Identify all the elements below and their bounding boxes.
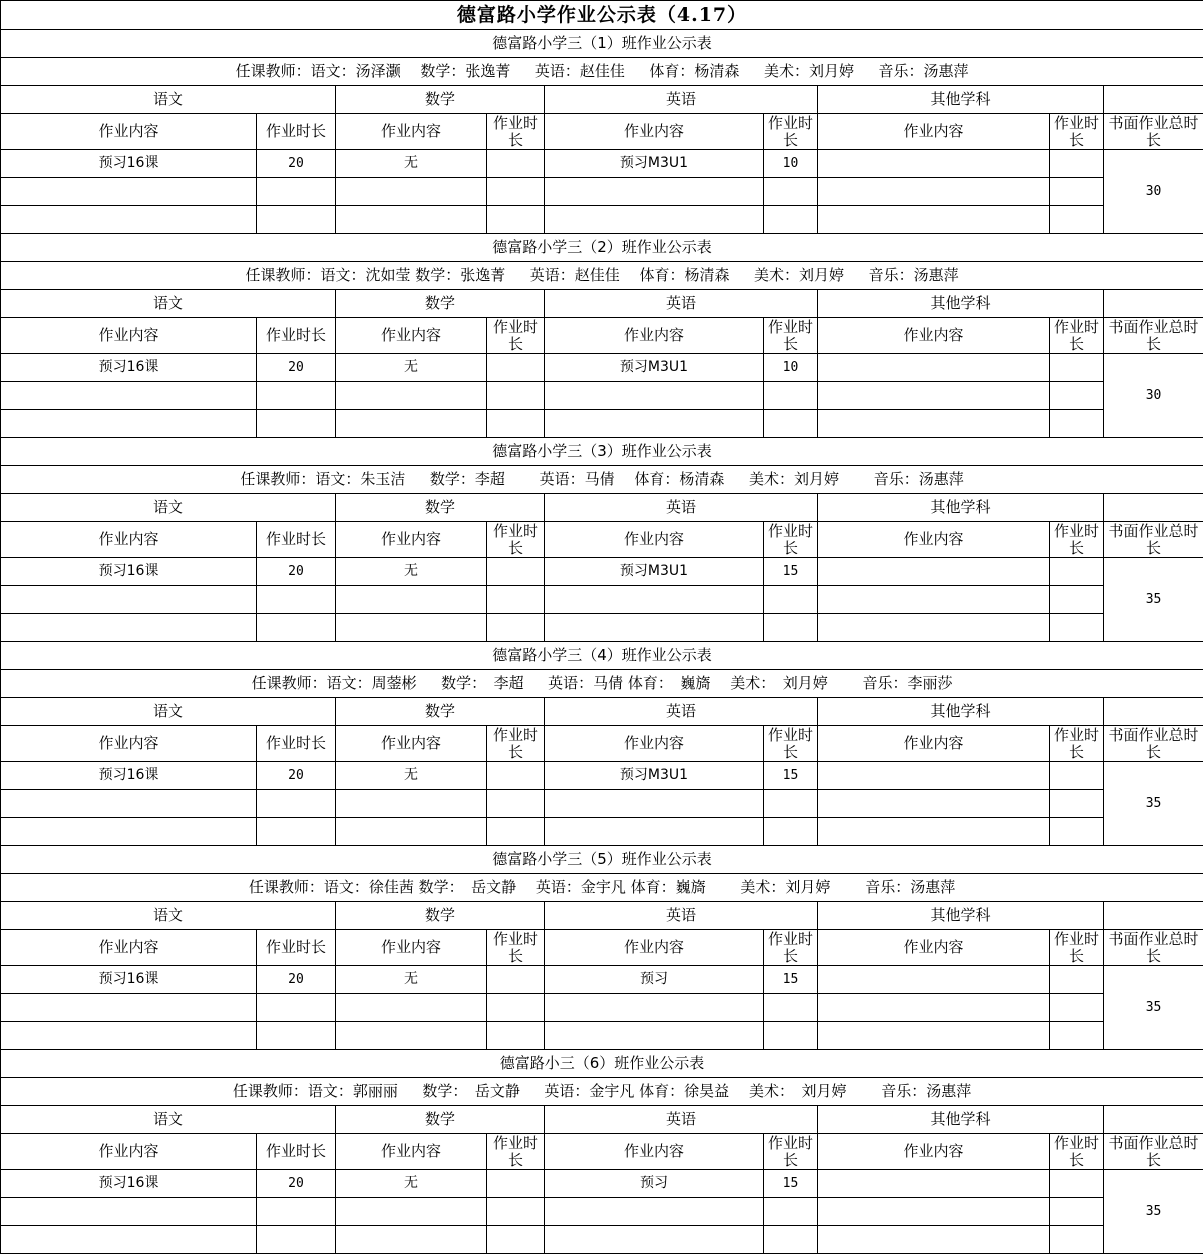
chinese-duration-cell: 20 (257, 354, 336, 382)
chinese-duration-header: 作业时长 (257, 318, 336, 354)
english-duration-cell (764, 1226, 818, 1254)
math-duration-header: 作业时长 (487, 522, 545, 558)
other-content-header: 作业内容 (818, 930, 1050, 966)
math-content-cell: 无 (336, 558, 487, 586)
english-duration-cell (764, 382, 818, 410)
total-duration-header: 书面作业总时长 (1104, 318, 1203, 354)
total-duration-cell: 30 (1104, 354, 1203, 438)
subject-english-header: 英语 (545, 698, 818, 726)
english-content-cell (545, 410, 764, 438)
other-content-header: 作业内容 (818, 1134, 1050, 1170)
math-content-header: 作业内容 (336, 930, 487, 966)
chinese-duration-cell: 20 (257, 966, 336, 994)
english-duration-cell (764, 1198, 818, 1226)
other-duration-header: 作业时长 (1050, 930, 1104, 966)
english-content-header: 作业内容 (545, 1134, 764, 1170)
class-table-title: 德富路小学三（3）班作业公示表 (1, 438, 1203, 466)
english-duration-cell: 10 (764, 150, 818, 178)
english-duration-cell (764, 410, 818, 438)
other-duration-cell (1050, 790, 1104, 818)
chinese-duration-cell (257, 1226, 336, 1254)
subject-other-header: 其他学科 (818, 290, 1104, 318)
chinese-duration-header: 作业时长 (257, 930, 336, 966)
other-duration-cell (1050, 1226, 1104, 1254)
english-content-cell (545, 994, 764, 1022)
english-duration-header: 作业时长 (764, 930, 818, 966)
subject-other-header: 其他学科 (818, 902, 1104, 930)
math-duration-cell (487, 354, 545, 382)
math-duration-cell (487, 410, 545, 438)
other-content-cell (818, 410, 1050, 438)
chinese-duration-cell: 20 (257, 558, 336, 586)
math-content-cell: 无 (336, 966, 487, 994)
total-duration-cell: 35 (1104, 762, 1203, 846)
teachers-line: 任课教师：语文：郭丽丽 数学： 岳文静 英语：金宇凡 体育：徐昊益 美术： 刘月婷 音乐：汤惠萍 (1, 1078, 1203, 1106)
math-duration-cell (487, 790, 545, 818)
total-duration-header: 书面作业总时长 (1104, 522, 1203, 558)
math-duration-cell (487, 1022, 545, 1050)
subject-chinese-header: 语文 (1, 86, 336, 114)
math-duration-cell (487, 1198, 545, 1226)
chinese-content-header: 作业内容 (1, 726, 257, 762)
math-content-cell (336, 586, 487, 614)
subject-chinese-header: 语文 (1, 290, 336, 318)
english-duration-header: 作业时长 (764, 522, 818, 558)
english-content-cell: 预习 (545, 1170, 764, 1198)
math-content-cell: 无 (336, 354, 487, 382)
chinese-content-header: 作业内容 (1, 1134, 257, 1170)
chinese-content-cell (1, 790, 257, 818)
subject-math-header: 数学 (336, 698, 545, 726)
english-content-header: 作业内容 (545, 522, 764, 558)
chinese-content-cell: 预习16课 (1, 150, 257, 178)
english-duration-cell (764, 1022, 818, 1050)
teachers-line: 任课教师：语文：沈如莹 数学：张逸菁 英语：赵佳佳 体育：杨清森 美术：刘月婷 音乐：汤惠萍 (1, 262, 1203, 290)
math-content-cell (336, 994, 487, 1022)
chinese-duration-cell (257, 382, 336, 410)
chinese-duration-header: 作业时长 (257, 114, 336, 150)
subject-other-header: 其他学科 (818, 86, 1104, 114)
math-duration-header: 作业时长 (487, 114, 545, 150)
other-content-header: 作业内容 (818, 522, 1050, 558)
chinese-content-cell (1, 586, 257, 614)
subject-chinese-header: 语文 (1, 902, 336, 930)
math-duration-header: 作业时长 (487, 930, 545, 966)
english-content-header: 作业内容 (545, 318, 764, 354)
chinese-content-cell: 预习16课 (1, 558, 257, 586)
page-title: 德富路小学作业公示表（4.17） (1, 1, 1203, 30)
chinese-duration-cell (257, 790, 336, 818)
chinese-duration-cell (257, 818, 336, 846)
math-content-cell: 无 (336, 1170, 487, 1198)
chinese-content-cell: 预习16课 (1, 1170, 257, 1198)
english-content-cell (545, 790, 764, 818)
subject-math-header: 数学 (336, 86, 545, 114)
chinese-duration-cell: 20 (257, 1170, 336, 1198)
other-content-cell (818, 1198, 1050, 1226)
english-content-cell (545, 206, 764, 234)
chinese-content-cell (1, 994, 257, 1022)
teachers-line: 任课教师：语文：徐佳茜 数学： 岳文静 英语：金宇凡 体育：巍旖 美术：刘月婷 音乐：汤惠萍 (1, 874, 1203, 902)
chinese-duration-cell (257, 586, 336, 614)
english-duration-cell (764, 818, 818, 846)
total-duration-cell: 35 (1104, 1170, 1203, 1254)
math-content-header: 作业内容 (336, 522, 487, 558)
teachers-line: 任课教师：语文：周蓥彬 数学： 李超 英语：马倩 体育： 巍旖 美术： 刘月婷 音乐：李丽莎 (1, 670, 1203, 698)
english-content-cell (545, 818, 764, 846)
other-duration-header: 作业时长 (1050, 522, 1104, 558)
other-duration-header: 作业时长 (1050, 318, 1104, 354)
english-content-cell (545, 382, 764, 410)
english-duration-cell (764, 790, 818, 818)
english-content-header: 作业内容 (545, 930, 764, 966)
subject-other-header: 其他学科 (818, 698, 1104, 726)
class-table-title: 德富路小学三（1）班作业公示表 (1, 30, 1203, 58)
math-content-header: 作业内容 (336, 318, 487, 354)
english-content-header: 作业内容 (545, 726, 764, 762)
chinese-content-cell (1, 1198, 257, 1226)
english-duration-cell: 15 (764, 1170, 818, 1198)
other-content-cell (818, 614, 1050, 642)
english-content-header: 作业内容 (545, 114, 764, 150)
subject-blank-cell (1104, 902, 1203, 930)
english-content-cell: 预习M3U1 (545, 150, 764, 178)
other-content-header: 作业内容 (818, 726, 1050, 762)
math-duration-cell (487, 614, 545, 642)
chinese-duration-cell (257, 994, 336, 1022)
other-duration-cell (1050, 586, 1104, 614)
other-content-cell (818, 382, 1050, 410)
chinese-content-header: 作业内容 (1, 114, 257, 150)
chinese-content-header: 作业内容 (1, 318, 257, 354)
chinese-content-cell: 预习16课 (1, 354, 257, 382)
other-duration-header: 作业时长 (1050, 726, 1104, 762)
math-content-cell (336, 410, 487, 438)
math-duration-cell (487, 586, 545, 614)
math-duration-cell (487, 1170, 545, 1198)
subject-chinese-header: 语文 (1, 698, 336, 726)
other-duration-cell (1050, 558, 1104, 586)
other-content-header: 作业内容 (818, 318, 1050, 354)
total-duration-header: 书面作业总时长 (1104, 114, 1203, 150)
other-duration-cell (1050, 1198, 1104, 1226)
subject-blank-cell (1104, 494, 1203, 522)
chinese-duration-cell (257, 614, 336, 642)
other-content-cell (818, 762, 1050, 790)
math-content-cell (336, 614, 487, 642)
chinese-duration-header: 作业时长 (257, 522, 336, 558)
math-duration-cell (487, 966, 545, 994)
math-duration-cell (487, 558, 545, 586)
english-duration-cell (764, 206, 818, 234)
chinese-content-cell: 预习16课 (1, 762, 257, 790)
math-content-cell (336, 178, 487, 206)
chinese-content-cell (1, 206, 257, 234)
math-content-cell (336, 818, 487, 846)
subject-chinese-header: 语文 (1, 1106, 336, 1134)
chinese-content-cell (1, 382, 257, 410)
english-duration-header: 作业时长 (764, 318, 818, 354)
math-content-header: 作业内容 (336, 726, 487, 762)
other-content-cell (818, 1170, 1050, 1198)
math-content-cell (336, 206, 487, 234)
other-duration-header: 作业时长 (1050, 1134, 1104, 1170)
chinese-duration-header: 作业时长 (257, 1134, 336, 1170)
other-duration-cell (1050, 410, 1104, 438)
subject-math-header: 数学 (336, 290, 545, 318)
other-duration-cell (1050, 994, 1104, 1022)
other-content-cell (818, 966, 1050, 994)
total-duration-header: 书面作业总时长 (1104, 1134, 1203, 1170)
subject-english-header: 英语 (545, 290, 818, 318)
chinese-content-cell (1, 818, 257, 846)
math-duration-cell (487, 994, 545, 1022)
math-duration-cell (487, 818, 545, 846)
subject-english-header: 英语 (545, 1106, 818, 1134)
english-content-cell (545, 178, 764, 206)
total-duration-header: 书面作业总时长 (1104, 726, 1203, 762)
class-table-title: 德富路小学三（4）班作业公示表 (1, 642, 1203, 670)
english-content-cell: 预习M3U1 (545, 354, 764, 382)
math-content-cell (336, 382, 487, 410)
other-duration-cell (1050, 178, 1104, 206)
other-content-cell (818, 994, 1050, 1022)
math-duration-cell (487, 178, 545, 206)
other-duration-cell (1050, 206, 1104, 234)
english-content-cell (545, 1198, 764, 1226)
chinese-content-cell (1, 178, 257, 206)
other-duration-cell (1050, 382, 1104, 410)
math-duration-header: 作业时长 (487, 1134, 545, 1170)
subject-other-header: 其他学科 (818, 494, 1104, 522)
english-content-cell: 预习M3U1 (545, 558, 764, 586)
subject-english-header: 英语 (545, 86, 818, 114)
subject-blank-cell (1104, 86, 1203, 114)
chinese-content-cell (1, 614, 257, 642)
math-content-cell (336, 1198, 487, 1226)
english-content-cell (545, 614, 764, 642)
chinese-duration-cell (257, 1198, 336, 1226)
math-content-cell: 无 (336, 150, 487, 178)
other-content-cell (818, 558, 1050, 586)
chinese-duration-cell: 20 (257, 762, 336, 790)
math-duration-cell (487, 382, 545, 410)
english-duration-cell (764, 586, 818, 614)
english-content-cell (545, 586, 764, 614)
subject-english-header: 英语 (545, 902, 818, 930)
other-duration-cell (1050, 818, 1104, 846)
other-content-cell (818, 150, 1050, 178)
english-duration-cell: 10 (764, 354, 818, 382)
english-content-cell: 预习M3U1 (545, 762, 764, 790)
subject-english-header: 英语 (545, 494, 818, 522)
subject-math-header: 数学 (336, 494, 545, 522)
chinese-duration-cell (257, 1022, 336, 1050)
other-content-cell (818, 790, 1050, 818)
english-content-cell: 预习 (545, 966, 764, 994)
other-content-cell (818, 206, 1050, 234)
other-duration-cell (1050, 966, 1104, 994)
chinese-content-cell (1, 410, 257, 438)
subject-blank-cell (1104, 1106, 1203, 1134)
math-content-cell (336, 1022, 487, 1050)
other-duration-header: 作业时长 (1050, 114, 1104, 150)
total-duration-cell: 30 (1104, 150, 1203, 234)
chinese-duration-cell (257, 178, 336, 206)
math-duration-cell (487, 762, 545, 790)
class-table-title: 德富路小学三（2）班作业公示表 (1, 234, 1203, 262)
chinese-duration-header: 作业时长 (257, 726, 336, 762)
english-duration-header: 作业时长 (764, 1134, 818, 1170)
teachers-line: 任课教师：语文：朱玉洁 数学：李超 英语：马倩 体育：杨清森 美术：刘月婷 音乐：汤惠萍 (1, 466, 1203, 494)
chinese-content-header: 作业内容 (1, 522, 257, 558)
math-duration-cell (487, 150, 545, 178)
math-duration-cell (487, 1226, 545, 1254)
chinese-content-cell: 预习16课 (1, 966, 257, 994)
math-duration-header: 作业时长 (487, 726, 545, 762)
other-content-header: 作业内容 (818, 114, 1050, 150)
other-duration-cell (1050, 614, 1104, 642)
chinese-content-cell (1, 1226, 257, 1254)
english-content-cell (545, 1022, 764, 1050)
chinese-content-cell (1, 1022, 257, 1050)
subject-blank-cell (1104, 290, 1203, 318)
math-content-header: 作业内容 (336, 1134, 487, 1170)
subject-other-header: 其他学科 (818, 1106, 1104, 1134)
other-content-cell (818, 178, 1050, 206)
math-duration-cell (487, 206, 545, 234)
chinese-duration-cell: 20 (257, 150, 336, 178)
chinese-duration-cell (257, 410, 336, 438)
english-duration-header: 作业时长 (764, 726, 818, 762)
english-duration-cell: 15 (764, 966, 818, 994)
english-content-cell (545, 1226, 764, 1254)
english-duration-cell: 15 (764, 762, 818, 790)
other-duration-cell (1050, 1022, 1104, 1050)
other-content-cell (818, 1022, 1050, 1050)
teachers-line: 任课教师：语文：汤泽灏 数学：张逸菁 英语：赵佳佳 体育：杨清森 美术：刘月婷 音乐：汤惠萍 (1, 58, 1203, 86)
math-duration-header: 作业时长 (487, 318, 545, 354)
class-table-title: 德富路小学三（5）班作业公示表 (1, 846, 1203, 874)
subject-blank-cell (1104, 698, 1203, 726)
other-duration-cell (1050, 354, 1104, 382)
total-duration-header: 书面作业总时长 (1104, 930, 1203, 966)
total-duration-cell: 35 (1104, 966, 1203, 1050)
math-content-cell (336, 1226, 487, 1254)
chinese-duration-cell (257, 206, 336, 234)
other-duration-cell (1050, 150, 1104, 178)
math-content-cell (336, 790, 487, 818)
class-table-title: 德富路小三（6）班作业公示表 (1, 1050, 1203, 1078)
other-content-cell (818, 586, 1050, 614)
english-duration-header: 作业时长 (764, 114, 818, 150)
subject-math-header: 数学 (336, 902, 545, 930)
other-duration-cell (1050, 1170, 1104, 1198)
subject-math-header: 数学 (336, 1106, 545, 1134)
english-duration-cell (764, 614, 818, 642)
other-content-cell (818, 354, 1050, 382)
other-duration-cell (1050, 762, 1104, 790)
other-content-cell (818, 1226, 1050, 1254)
english-duration-cell (764, 178, 818, 206)
other-content-cell (818, 818, 1050, 846)
chinese-content-header: 作业内容 (1, 930, 257, 966)
math-content-header: 作业内容 (336, 114, 487, 150)
subject-chinese-header: 语文 (1, 494, 336, 522)
total-duration-cell: 35 (1104, 558, 1203, 642)
english-duration-cell: 15 (764, 558, 818, 586)
english-duration-cell (764, 994, 818, 1022)
math-content-cell: 无 (336, 762, 487, 790)
